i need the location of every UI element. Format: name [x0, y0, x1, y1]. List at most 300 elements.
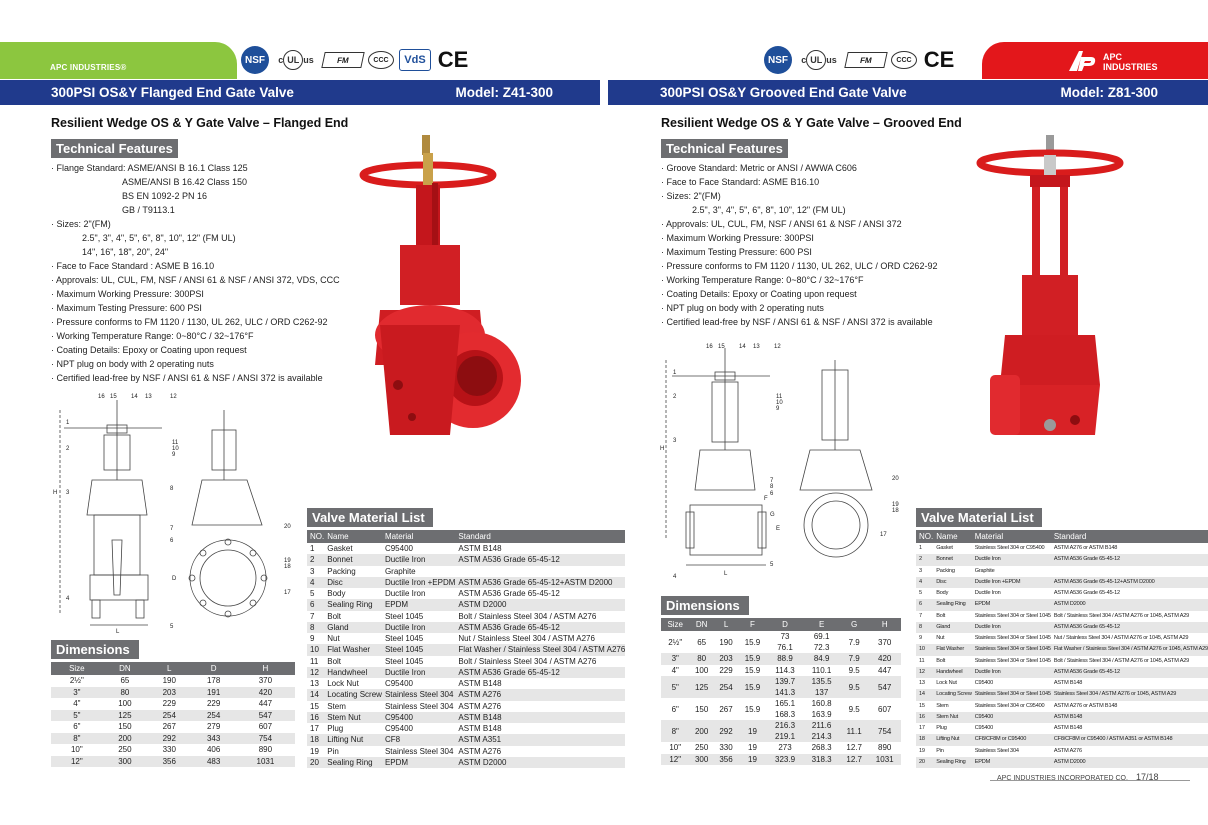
model-number: Model: Z41-300: [455, 85, 553, 100]
callout-label: H: [660, 446, 665, 452]
table-cell: 9: [310, 634, 315, 644]
table-cell: EPDM: [972, 599, 1051, 610]
feature-line: · Certified lead-free by NSF / ANSI 61 & NSF / ANSI 372 is available: [51, 373, 323, 383]
table-cell: 267: [162, 722, 176, 732]
table-cell: 15: [919, 702, 925, 709]
table-row: [307, 622, 625, 633]
table-cell: 1: [919, 545, 922, 552]
table-cell: 9: [919, 635, 922, 642]
table-row: [307, 746, 625, 757]
table-row: [51, 744, 295, 756]
table-cell: Graphite: [974, 567, 995, 574]
table-cell: 17: [919, 725, 925, 732]
table-cell: 890: [258, 745, 273, 755]
callout-label: 19: [892, 502, 899, 508]
table-cell: Plug: [327, 724, 344, 734]
table-row: [51, 756, 295, 768]
table-cell: 100: [694, 665, 709, 675]
vds-icon: VdS: [399, 49, 431, 71]
cert-logos-right: [764, 46, 956, 74]
callout-label: E: [776, 526, 781, 532]
callout-label: L: [116, 629, 120, 635]
callout-label: 10: [776, 400, 783, 406]
table-row: [307, 678, 625, 689]
table-cell: Steel 1045: [382, 644, 455, 655]
table-cell: ASTM A276 or ASTM B148: [1053, 545, 1118, 552]
table-cell: Stainless Steel 304 or Steel 1045: [974, 635, 1051, 642]
table-row: [307, 656, 625, 667]
table-cell: Ductile Iron: [384, 589, 426, 599]
table-cell: 607: [258, 722, 273, 732]
table-cell: 84.9: [803, 653, 840, 665]
callout-label: 11: [776, 394, 783, 400]
table-row: [916, 588, 1208, 599]
callout-label: 20: [284, 524, 291, 530]
table-cell: 254: [191, 710, 235, 722]
table-cell: ASTM A276: [1053, 747, 1082, 754]
callout-label: 18: [892, 508, 899, 514]
table-cell: Flat Washer: [933, 644, 971, 655]
table-cell: 8": [661, 720, 689, 742]
feature-line: · Approvals: UL, CUL, FM, NSF / ANSI 61 & NSF / ANSI 372: [661, 219, 902, 229]
dimensions-table-left: [51, 662, 295, 767]
table-cell: 216.3 219.1: [767, 720, 804, 742]
table-cell: Stainless Steel 304 or Steel 1045: [972, 644, 1051, 655]
brand-tab-right: [982, 42, 1208, 79]
table-cell: Lifting Nut: [324, 734, 382, 745]
table-cell: 20: [307, 757, 324, 768]
table-cell: 267: [719, 704, 733, 714]
table-row: [916, 622, 1208, 633]
table-row: [307, 554, 625, 565]
brand-name-left: APC INDUSTRIES®: [50, 63, 127, 72]
table-row: [661, 698, 901, 720]
cert-logos-left: [241, 46, 470, 74]
table-cell: 250: [694, 743, 709, 753]
feature-line: 14", 16", 18", 20", 24": [82, 247, 169, 257]
table-cell: 191: [191, 687, 235, 699]
feature-line: 2.5", 3", 4", 5", 6", 8", 10", 12" (FM UL): [692, 205, 846, 215]
callout-label: 17: [284, 590, 291, 596]
brand-tab-left: [0, 42, 237, 79]
tech-features-heading: Technical Features: [51, 139, 178, 158]
column-header: DN: [689, 618, 713, 631]
table-row: [51, 687, 295, 699]
tech-features-list: [661, 161, 937, 329]
callout-label: 13: [753, 344, 760, 350]
table-cell: Nut: [936, 635, 945, 642]
table-row: [307, 611, 625, 622]
table-cell: 12.7: [840, 754, 868, 766]
table-cell: Stem Nut: [324, 712, 382, 723]
table-cell: Body: [327, 589, 346, 599]
table-cell: 178: [206, 676, 221, 686]
table-cell: Flat Washer / Stainless Steel 304 / ASTM A276: [455, 644, 625, 655]
table-cell: 6": [73, 722, 81, 732]
table-cell: 5": [661, 676, 689, 698]
table-cell: 420: [868, 653, 901, 665]
feature-line: · Maximum Working Pressure: 300PSI: [661, 233, 814, 243]
material-list-heading: Valve Material List: [916, 508, 1042, 527]
table-cell: ASTM B148: [458, 724, 502, 734]
table-cell: 9.5: [848, 704, 860, 714]
table-cell: 343: [191, 733, 235, 745]
table-row: [307, 577, 625, 588]
column-header: H: [236, 662, 295, 675]
table-row: [661, 665, 901, 677]
table-cell: 254: [147, 710, 191, 722]
table-cell: ASTM A536 Grade 65-45-12: [1051, 667, 1208, 678]
table-cell: 69.1 72.3: [813, 632, 830, 652]
table-row: [916, 667, 1208, 678]
table-cell: 190: [719, 637, 733, 647]
table-row: [307, 689, 625, 700]
table-cell: Stainless Steel 304 or Steel 1045: [974, 657, 1051, 664]
table-cell: 14: [307, 689, 324, 700]
callout-label: 14: [739, 344, 746, 350]
table-cell: 12.7: [846, 743, 862, 753]
callout-label: 15: [110, 394, 117, 400]
table-row: [307, 723, 625, 734]
table-row: [51, 698, 295, 710]
column-header: Size: [51, 662, 103, 675]
table-cell: 6: [916, 599, 933, 610]
callout-label: H: [53, 490, 58, 496]
table-row: [51, 721, 295, 733]
table-cell: Gland: [324, 622, 382, 633]
table-cell: Gasket: [936, 545, 953, 552]
table-cell: 12": [51, 756, 103, 768]
column-header: Standard: [1051, 530, 1208, 543]
table-cell: Bonnet: [324, 554, 382, 565]
table-cell: 7.9: [848, 637, 860, 647]
feature-line: · Face to Face Standard : ASME B 16.10: [51, 261, 215, 271]
table-cell: 7.9: [840, 653, 868, 665]
table-cell: 330: [162, 745, 176, 755]
table-cell: Handwheel: [933, 667, 971, 678]
table-cell: 12: [916, 667, 933, 678]
feature-line: · Groove Standard: Metric or ANSI / AWWA C606: [661, 163, 857, 173]
feature-line: · NPT plug on body with 2 operating nuts: [51, 359, 214, 369]
feature-line: · Working Temperature Range: 0~80°C / 32~176°F: [51, 331, 254, 341]
table-cell: 356: [714, 754, 738, 766]
table-cell: 4: [916, 577, 933, 588]
table-cell: 88.9: [767, 653, 804, 665]
callout-label: 7: [170, 526, 174, 532]
table-cell: Stainless Steel 304 or C95400: [974, 545, 1045, 552]
table-row: [307, 566, 625, 577]
table-row: [916, 599, 1208, 610]
table-cell: [1051, 566, 1208, 577]
table-cell: 292: [147, 733, 191, 745]
table-cell: 5: [919, 590, 922, 597]
table-cell: 14: [916, 689, 933, 700]
model-number: Model: Z81-300: [1060, 85, 1158, 100]
table-cell: Sealing Ring: [933, 757, 971, 768]
feature-line: 2.5", 3", 4", 5", 6", 8", 10", 12" (FM UL): [82, 233, 236, 243]
table-row: [916, 543, 1208, 554]
table-cell: 1031: [236, 756, 295, 768]
title-bar-right: [608, 80, 1208, 105]
table-cell: 10": [669, 743, 682, 753]
table-cell: Stainless Steel 304 or Steel 1045: [972, 689, 1051, 700]
callout-label: 1: [673, 370, 677, 376]
table-cell: 754: [236, 733, 295, 745]
table-row: [51, 675, 295, 687]
callout-label: 5: [170, 624, 174, 630]
table-cell: 254: [714, 676, 738, 698]
table-row: [661, 653, 901, 665]
table-cell: 139.7 141.3: [767, 676, 804, 698]
table-cell: Handwheel: [324, 667, 382, 678]
table-cell: 9.5: [848, 665, 860, 675]
table-row: [916, 554, 1208, 565]
table-cell: 19: [919, 747, 925, 754]
table-cell: 211.6 214.3: [803, 720, 840, 742]
table-cell: ASTM B148: [1053, 725, 1083, 732]
title-bar-left: [0, 80, 600, 105]
table-row: [307, 633, 625, 644]
table-cell: C95400: [384, 724, 413, 734]
table-cell: 18: [307, 734, 324, 745]
table-cell: CF8/CF8M or C95400: [972, 734, 1051, 745]
column-header: Material: [972, 530, 1051, 543]
tech-features-heading: Technical Features: [661, 139, 788, 158]
table-row: [307, 667, 625, 678]
table-cell: 300: [689, 754, 713, 766]
table-cell: Bolt / Stainless Steel 304 / ASTM A276: [458, 611, 597, 621]
table-cell: 10: [307, 644, 324, 655]
table-cell: Packing: [936, 567, 955, 574]
table-cell: C95400: [974, 725, 994, 732]
table-cell: 229: [162, 699, 176, 709]
table-cell: 420: [236, 687, 295, 699]
page-numbers: 17/18: [1135, 772, 1159, 782]
table-cell: Pin: [936, 747, 944, 754]
table-cell: ASTM A536 Grade 65-45-12+ASTM D2000: [455, 577, 625, 588]
table-cell: 273: [778, 743, 792, 753]
table-row: [661, 631, 901, 653]
table-cell: C95400: [974, 680, 994, 687]
ccc-icon: CCC: [368, 51, 394, 69]
feature-line: GB / T9113.1: [122, 205, 175, 215]
table-cell: Stem: [327, 701, 346, 711]
callout-label: 2: [66, 446, 70, 452]
table-cell: 483: [191, 756, 235, 768]
table-cell: ASTM A536 Grade 65-45-12: [455, 622, 625, 633]
table-row: [661, 676, 901, 698]
table-cell: 4": [671, 665, 679, 675]
table-cell: 12": [661, 754, 689, 766]
table-cell: ASTM A536 Grade 65-45-12: [1051, 554, 1208, 565]
table-cell: [455, 566, 625, 577]
table-cell: ASTM A536 Grade 65-45-12: [458, 589, 560, 599]
table-row: [916, 656, 1208, 667]
column-header: Standard: [455, 530, 625, 543]
table-cell: 268.3: [811, 743, 832, 753]
table-cell: 3": [661, 653, 689, 665]
table-cell: 11: [310, 656, 319, 666]
table-cell: Bolt: [327, 656, 342, 666]
table-row: [916, 689, 1208, 700]
table-cell: 203: [714, 653, 738, 665]
feature-line: · NPT plug on body with 2 operating nuts: [661, 303, 824, 313]
column-header: NO.: [307, 530, 324, 543]
callout-label: 4: [66, 596, 70, 602]
table-cell: 203: [147, 687, 191, 699]
callout-label: D: [172, 576, 177, 582]
callout-label: 8: [170, 486, 174, 492]
nsf-icon: NSF: [764, 46, 792, 74]
table-cell: 15: [310, 701, 319, 711]
column-header: Name: [933, 530, 971, 543]
table-cell: Graphite: [384, 566, 416, 576]
table-cell: 15.9: [738, 653, 766, 665]
callout-label: 12: [774, 344, 781, 350]
feature-line: · Pressure conforms to FM 1120 / 1130, UL 262, ULC / ORD C262-92: [661, 261, 938, 271]
callout-label: 16: [706, 344, 713, 350]
table-cell: 5": [51, 710, 103, 722]
table-cell: 2: [307, 554, 324, 565]
table-cell: Bolt / Stainless Steel 304 / ASTM A276: [458, 656, 597, 666]
table-cell: ASTM A536 Grade 65-45-12+ASTM D2000: [1051, 577, 1208, 588]
table-cell: 300: [103, 756, 147, 768]
table-cell: 13: [310, 679, 319, 689]
table-cell: 150: [118, 722, 132, 732]
table-row: [916, 633, 1208, 644]
table-cell: Bolt: [936, 657, 946, 664]
feature-line: · Sizes: 2"(FM): [661, 191, 721, 201]
fm-approved-icon: FM: [844, 52, 887, 68]
callout-label: 19: [284, 558, 291, 564]
table-cell: 8: [916, 622, 933, 633]
table-cell: ASTM A276 or ASTM B148: [1053, 702, 1118, 709]
table-row: [916, 611, 1208, 622]
table-cell: Stainless Steel 304: [384, 746, 454, 756]
product-title: 300PSI OS&Y Flanged End Gate Valve: [51, 85, 294, 100]
table-cell: 135.5 137: [803, 676, 840, 698]
ce-icon: CE: [923, 47, 955, 72]
table-cell: Ductile Iron: [972, 554, 1051, 565]
material-table-left: [307, 530, 625, 768]
table-cell: ASTM B148: [455, 712, 625, 723]
table-cell: Pin: [327, 746, 339, 756]
table-row: [916, 712, 1208, 723]
column-header: F: [738, 618, 766, 631]
table-cell: Bolt: [327, 611, 342, 621]
table-row: [916, 577, 1208, 588]
table-cell: ASTM A536 Grade 65-45-12: [1051, 622, 1208, 633]
table-cell: 8: [307, 622, 324, 633]
callout-label: 6: [170, 538, 174, 544]
table-row: [916, 757, 1208, 768]
table-cell: Stainless Steel 304: [382, 689, 455, 700]
tech-features-list: [51, 161, 340, 385]
table-cell: Steel 1045: [384, 611, 424, 621]
table-row: [661, 720, 901, 742]
table-cell: Ductile Iron: [972, 667, 1051, 678]
table-cell: ASTM D2000: [1051, 599, 1208, 610]
table-row: [916, 566, 1208, 577]
callout-label: 5: [770, 562, 774, 568]
ccc-icon: CCC: [891, 51, 917, 69]
table-cell: 447: [878, 665, 892, 675]
table-row: [307, 588, 625, 599]
callout-label: 9: [776, 406, 780, 412]
table-cell: EPDM: [382, 599, 455, 610]
table-row: [916, 746, 1208, 757]
table-cell: 20: [916, 757, 933, 768]
table-cell: 4: [307, 577, 324, 588]
table-cell: 165.1 168.3: [775, 699, 796, 719]
table-cell: Gland: [933, 622, 971, 633]
feature-line: · Working Temperature Range: 0~80°C / 32~176°F: [661, 275, 864, 285]
table-cell: Nut: [327, 634, 340, 644]
ul-listed-icon: c UL us: [274, 47, 318, 73]
table-row: [307, 712, 625, 723]
ul-listed-icon: c UL us: [797, 47, 841, 73]
table-row: [916, 723, 1208, 734]
feature-line: · Maximum Testing Pressure: 600 PSI: [51, 303, 202, 313]
material-list-heading: Valve Material List: [307, 508, 433, 527]
ce-icon: CE: [437, 47, 469, 72]
column-header: Name: [324, 530, 382, 543]
table-row: [307, 701, 625, 712]
table-cell: Stainless Steel 304 / ASTM A276 or 1045, ASTM A29: [1051, 689, 1208, 700]
table-cell: 370: [878, 637, 892, 647]
table-cell: 250: [118, 745, 132, 755]
table-cell: 125: [689, 676, 713, 698]
callout-label: G: [770, 512, 775, 518]
brand-name-right: APC INDUSTRIES: [1103, 52, 1158, 72]
table-cell: ASTM A536 Grade 65-45-12: [1053, 590, 1120, 597]
product-title: 300PSI OS&Y Grooved End Gate Valve: [660, 85, 907, 100]
table-row: [661, 754, 901, 766]
column-header: D: [767, 618, 804, 631]
table-cell: Bolt / Stainless Steel 304 / ASTM A276 or 1045, ASTM A29: [1053, 657, 1190, 664]
table-cell: Ductile Iron +EPDM: [382, 577, 455, 588]
table-cell: ASTM A536 Grade 65-45-12: [455, 554, 625, 565]
nsf-icon: NSF: [241, 46, 269, 74]
column-header: DN: [103, 662, 147, 675]
table-cell: 18: [916, 734, 933, 745]
callout-label: 7: [770, 478, 774, 484]
table-cell: 1031: [868, 754, 901, 766]
table-cell: Stainless Steel 304: [974, 747, 1019, 754]
callout-label: 12: [170, 394, 177, 400]
table-cell: 10": [70, 745, 83, 755]
feature-line: · Sizes: 2"(FM): [51, 219, 111, 229]
table-cell: 4": [73, 699, 81, 709]
table-cell: 890: [878, 743, 892, 753]
feature-line: · Flange Standard: ASME/ANSI B 16.1 Class 125: [51, 163, 248, 173]
callout-label: 14: [131, 394, 138, 400]
table-cell: Steel 1045: [384, 634, 424, 644]
callout-label: 20: [892, 476, 899, 482]
table-cell: 65: [697, 637, 707, 647]
table-cell: EPDM: [972, 757, 1051, 768]
table-cell: 406: [206, 745, 221, 755]
table-cell: 318.3: [803, 754, 840, 766]
table-cell: 11: [919, 657, 925, 664]
callout-label: 8: [770, 484, 774, 490]
table-cell: ASTM B148: [1051, 712, 1208, 723]
table-cell: Bolt / Stainless Steel 304 / ASTM A276 or 1045, ASTM A29: [1053, 612, 1190, 619]
table-cell: EPDM: [382, 757, 455, 768]
table-cell: 2½": [668, 637, 683, 647]
table-cell: 7: [919, 612, 922, 619]
table-cell: 16: [916, 712, 933, 723]
